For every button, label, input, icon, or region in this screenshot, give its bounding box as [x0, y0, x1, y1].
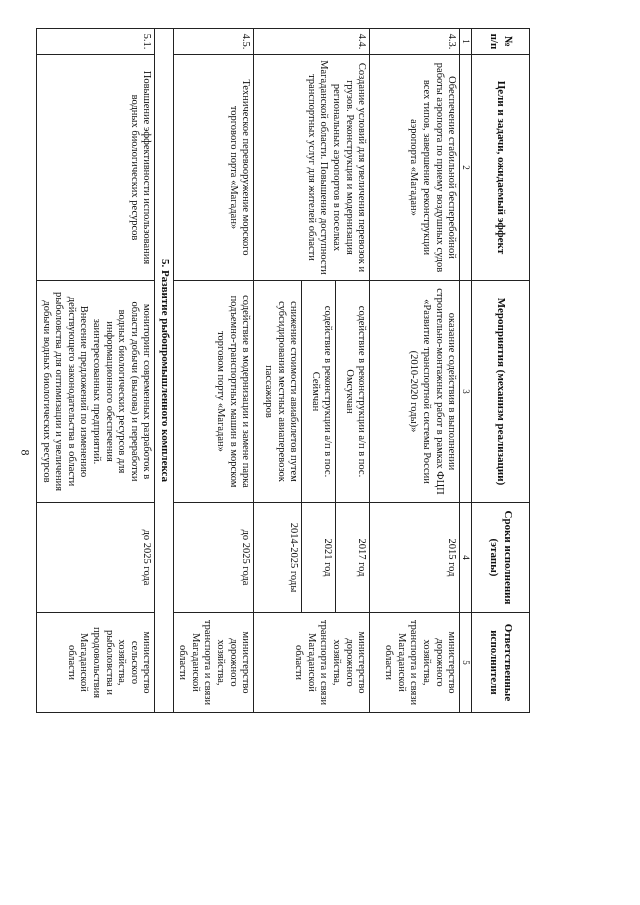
header-term: Сроки исполнения (этапы) — [472, 503, 530, 613]
row-exec: министерство дорожного хозяйства, транспорта и связи Магаданской области — [254, 613, 370, 713]
header-num: № п/п — [472, 29, 530, 55]
row-exec: министерство дорожного хозяйства, транспорта и связи Магаданской области — [370, 613, 460, 713]
header-goal: Цели и задачи, ожидаемый эффект — [472, 55, 530, 281]
row-term: 2014-2025 годы — [254, 503, 302, 613]
row-measure: оказание содействия в выполнении строительно-монтажных работ в рамках ФЦП «Развитие транспортной системы России (2010-2020 годы)» — [370, 281, 460, 503]
measure-line: Внесение предложений по изменению действующего законодательства в области рыболовства для оптимизации и увеличения добычи водных биологических ресурсов — [40, 291, 90, 492]
section-title: 5. Развитие рыбопромышленного комплекса — [155, 29, 173, 713]
header-measure: Мероприятия (механизм реализации) — [472, 281, 530, 503]
row-measure: содействие в модернизации и замене парка подъемно-транспортных машин в морском торговом порту «Магадан» — [173, 281, 254, 503]
row-exec: министерство сельского хозяйства, рыболовства и продовольствия Магаданской области — [37, 613, 155, 713]
col-number: 3 — [460, 281, 472, 503]
row-num: 4.5. — [173, 29, 254, 55]
row-measure: содействие в реконструкции а/п в пос. Омсукчан — [336, 281, 370, 503]
row-measure: снижение стоимости авиабилетов путем субсидирования местных авиаперевозок пассажиров — [254, 281, 302, 503]
col-number: 2 — [460, 55, 472, 281]
row-term: 2021 год — [302, 503, 336, 613]
row-term: до 2025 года — [173, 503, 254, 613]
row-goal: Создание условий для увеличения перевозок и грузов. Реконструкция и модернизация региональных аэропортов в поселках Магаданской области. Повышение доступности транспортных услуг для жителей области — [254, 55, 370, 281]
row-measure — [37, 281, 155, 503]
row-measure: содействие в реконструкции а/п в пос. Сеймчан — [302, 281, 336, 503]
row-term: до 2025 года — [37, 503, 155, 613]
measure-line: мониторинг современных разработок в области добычи (вылова) и переработки водных биологических ресурсов для информационного обеспечения заинтересованных предприятий. — [91, 301, 153, 482]
row-num: 4.3. — [370, 29, 460, 55]
row-num: 5.1. — [37, 29, 155, 55]
section-heading-row — [155, 29, 173, 713]
table-row — [37, 29, 155, 713]
row-exec: министерство дорожного хозяйства, транспорта и связи Магаданской области — [173, 613, 254, 713]
table-row — [336, 29, 370, 713]
row-goal: Обеспечение стабильной бесперебойной работы аэропорта по приему воздушных судов всех типов, завершение реконструкции аэропорта «Магадан» — [370, 55, 460, 281]
row-num: 4.4. — [254, 29, 370, 55]
col-number: 4 — [460, 503, 472, 613]
program-table — [36, 28, 530, 713]
row-goal: Повышение эффективности использования водных биологических ресурсов — [37, 55, 155, 281]
table-row — [370, 29, 460, 713]
row-term: 2015 год — [370, 503, 460, 613]
table-row — [173, 29, 254, 713]
header-exec: Ответственные исполнители — [472, 613, 530, 713]
row-goal: Техническое перевооружение морского торгового порта «Магадан» — [173, 55, 254, 281]
page-number: 8 — [18, 449, 33, 456]
col-number: 1 — [460, 29, 472, 55]
row-term: 2017 год — [336, 503, 370, 613]
col-number: 5 — [460, 613, 472, 713]
